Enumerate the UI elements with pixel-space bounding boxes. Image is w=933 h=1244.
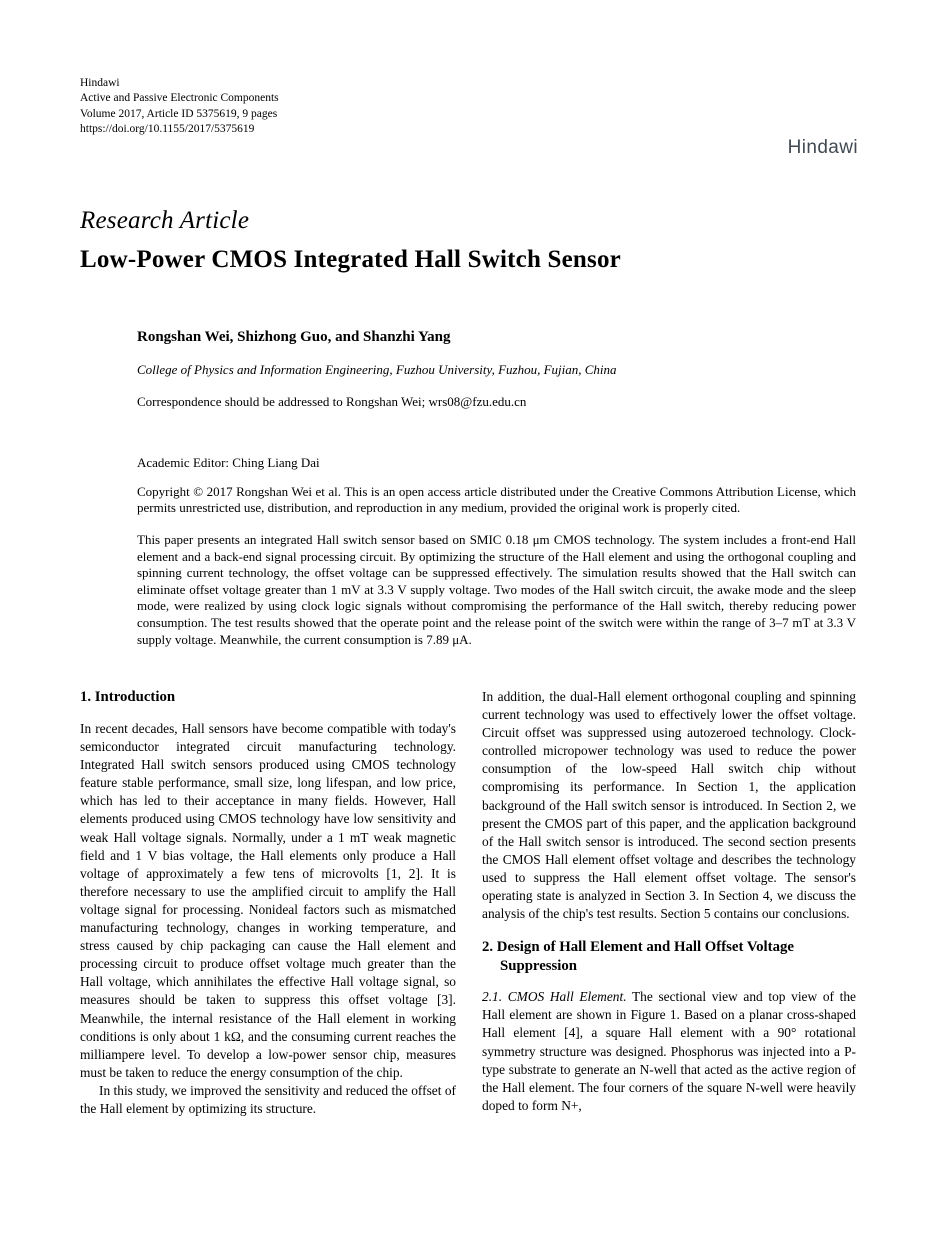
doi-link[interactable]: https://doi.org/10.1155/2017/5375619	[80, 122, 255, 135]
left-column	[80, 688, 456, 1118]
bibliographic-header	[80, 76, 279, 137]
article-type-label: Research Article	[80, 207, 250, 234]
right-column	[482, 688, 856, 1115]
subsection-2-1-text: The sectional view and top view of the Hall element are shown in Figure 1. Based on a planar cross-shaped Hall element [4], a square Hall element with a 90° rotational symmetry structure was designed. Phosphorus was injected into a P-type substrate to generate an N-well that acted as the active region of the Hall element. The four corners of the square N-well were heavily doped to form N+,	[482, 989, 857, 1113]
section2-heading: 2. Design of Hall Element and Hall Offset Voltage Suppression	[482, 939, 794, 975]
journal-name: Active and Passive Electronic Components	[80, 92, 279, 105]
academic-editor-line: Academic Editor: Ching Liang Dai	[137, 455, 320, 470]
correspondence-email-link[interactable]: wrs08@fzu.edu.cn	[428, 394, 527, 409]
volume-article-info: Volume 2017, Article ID 5375619, 9 pages	[80, 107, 278, 120]
subsection-2-1-label: 2.1. CMOS Hall Element.	[482, 989, 627, 1005]
section1-heading: 1. Introduction	[80, 689, 176, 705]
article-title: Low-Power CMOS Integrated Hall Switch Sensor	[80, 246, 621, 273]
authors-line: Rongshan Wei, Shizhong Guo, and Shanzhi Yang	[137, 329, 451, 345]
copyright-notice: Copyright © 2017 Rongshan Wei et al. This is an open access article distributed under the Creative Commons Attribution License, which permits unrestricted use, distribution, and reproduction in any medium, provided the original work is properly cited.	[137, 484, 856, 516]
publisher-name: Hindawi	[80, 77, 120, 89]
intro-paragraph-2: In this study, we improved the sensitivity and reduced the offset of the Hall element by optimizing its structure.	[80, 1082, 456, 1116]
hindawi-logo: Hindawi	[787, 137, 858, 158]
correspondence-text: Correspondence should be addressed to Rongshan Wei;	[137, 394, 429, 409]
intro-paragraph-1: In recent decades, Hall sensors have become compatible with today's semiconductor integrated circuit manufacturing technology. Integrated Hall switch sensors produced using CMOS technology feature stable performance, small size, long lifespan, and low price, which has led to their acceptance in many fields. However, Hall elements produced using CMOS technology have low sensitivity and weak Hall voltage signals. Normally, under a 1 mT weak magnetic field and 1 V bias voltage, the Hall elements only produce a Hall voltage of approximately a few tens of microvolts [1, 2]. It is therefore necessary to use the amplified circuit to amplify the Hall voltage signal for processing. Nonideal factors such as mismatched manufacturing technology, changes in working temperature, and stress caused by chip packaging can cause the Hall element and processing circuit to produce offset voltage much greater than the Hall voltage, which annihilates the effective Hall voltage signal, so measures should be taken to suppress this offset voltage [3]. Meanwhile, the internal resistance of the Hall element in working conditions is only about 1 kΩ, and the consuming current reaches the milliampere level. To develop a low-power sensor chip, measures must be taken to reduce the energy consumption of the chip.	[80, 721, 456, 1080]
abstract-text: This paper presents an integrated Hall switch sensor based on SMIC 0.18 μm CMOS technology. The system includes a front-end Hall element and a back-end signal processing circuit. By optimizing the structure of the Hall element and using the orthogonal coupling and spinning current technology, the offset voltage can be suppressed effectively. The simulation results showed that the Hall switch can eliminate offset voltage greater than 1 mV at 3.3 V supply voltage. Two modes of the Hall switch circuit, the awake mode and the sleep mode, were realized by using clock logic signals without compromising the performance of the Hall switch, thereby reducing power consumption. The test results showed that the operate point and the release point of the switch were within the range of 3–7 mT at 3.3 V supply voltage. Meanwhile, the current consumption is 7.89 μA.	[137, 532, 856, 647]
affiliation-line: College of Physics and Information Engineering, Fuzhou University, Fuzhou, Fujian, China	[137, 362, 617, 377]
intro-paragraph-continued: In addition, the dual-Hall element orthogonal coupling and spinning current technology was used to effectively lower the offset voltage. Circuit offset was suppressed using autozeroed technology. Clock-controlled micropower technology was used to reduce the power consumption of the low-speed Hall switch chip without compromising its performance. In Section 1, the application background of the Hall switch sensor is introduced. In Section 2, we present the CMOS part of this paper, and the application background of the Hall switch sensor is introduced. The second section presents the CMOS Hall element offset voltage and describes the technology used to suppress the Hall element offset voltage. The sensor's operating state is analyzed in Section 3. In Section 4, we discuss the analysis of the chip's test results. Section 5 contains our conclusions.	[482, 689, 856, 922]
correspondence-line	[137, 394, 526, 410]
subsection-2-1-paragraph	[482, 988, 856, 1115]
